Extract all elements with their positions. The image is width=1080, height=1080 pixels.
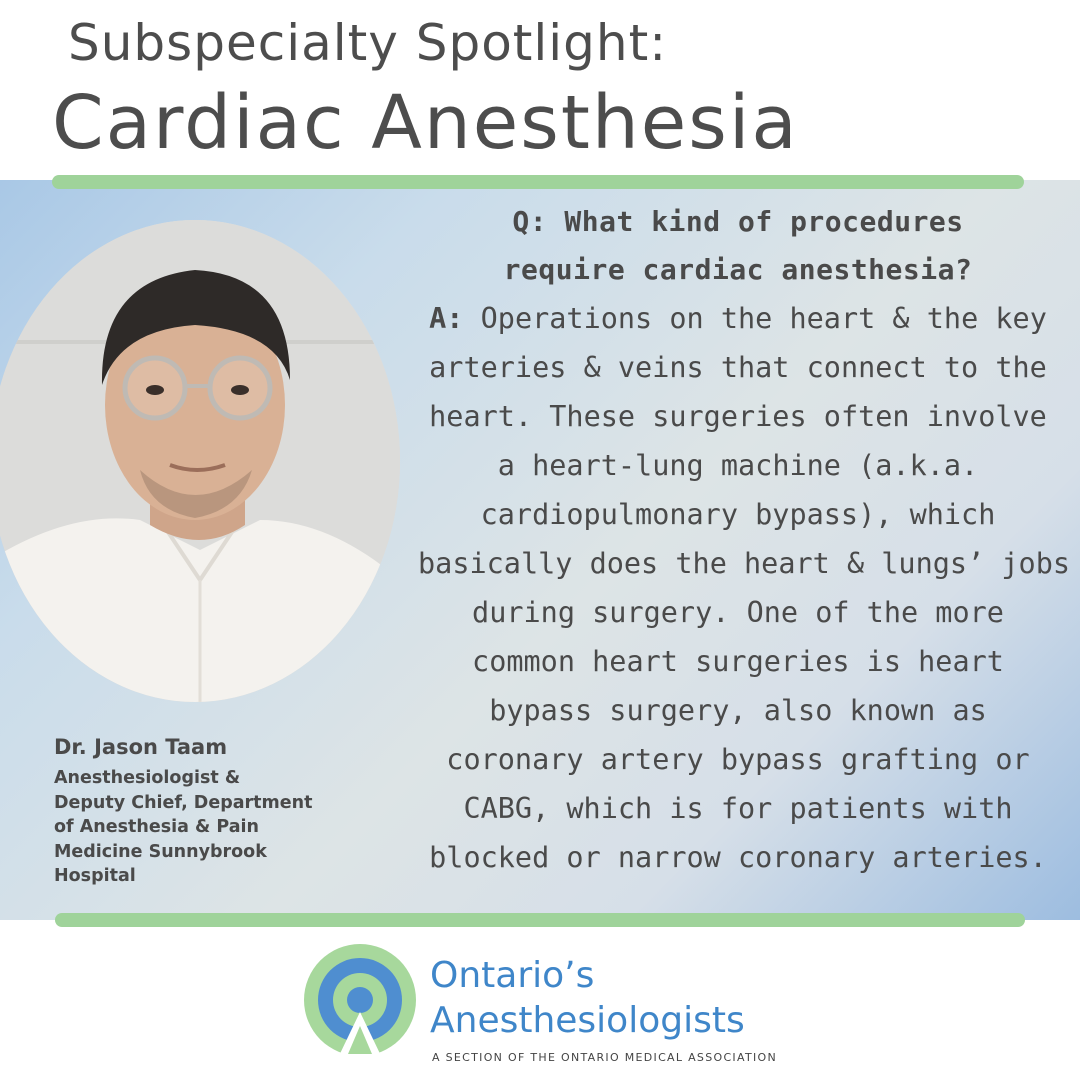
doctor-title-line: Hospital (54, 866, 136, 886)
qa-block (418, 198, 1071, 882)
answer-line: arteries & veins that connect to the (429, 351, 1047, 384)
doctor-title-line: of Anesthesia & Pain (54, 817, 260, 837)
page-title: Cardiac Anesthesia (52, 80, 799, 166)
doctor-name: Dr. Jason Taam (54, 735, 228, 759)
answer-text: Operations on the heart & the key (463, 302, 1047, 335)
answer-first-line (418, 294, 1058, 343)
answer-line: blocked or narrow coronary arteries. (429, 841, 1047, 874)
answer-line: heart. These surgeries often involve (429, 400, 1047, 433)
answer-line: coronary artery bypass grafting or (446, 743, 1030, 776)
divider-top (52, 175, 1024, 189)
answer-line: CABG, which is for patients with (463, 792, 1013, 825)
answer-line: cardiopulmonary bypass), which (480, 498, 996, 531)
doctor-title-line: Anesthesiologist & (54, 768, 241, 788)
question-line: require cardiac anesthesia? (503, 253, 973, 286)
header-subtitle: Subspecialty Spotlight: (68, 14, 668, 72)
divider-bottom (55, 913, 1025, 927)
association-logo-icon (300, 942, 420, 1064)
portrait-photo (0, 220, 400, 702)
answer-line: a heart-lung machine (a.k.a. (497, 449, 979, 482)
answer-line: during surgery. One of the more (472, 596, 1004, 629)
doctor-title (54, 766, 384, 889)
answer-line: bypass surgery, also known as (489, 694, 987, 727)
brand-name-line-2: Anesthesiologists (430, 1000, 745, 1041)
question-line: Q: What kind of procedures (512, 205, 964, 238)
answer-line: common heart surgeries is heart (472, 645, 1004, 678)
answer-line: basically does the heart & lungs’ jobs (418, 547, 1071, 580)
doctor-title-line: Medicine Sunnybrook (54, 841, 267, 862)
brand-tagline: A SECTION OF THE ONTARIO MEDICAL ASSOCIATION (432, 1051, 777, 1064)
answer-prefix: A: (429, 302, 464, 335)
brand-name-line-1: Ontario’s (430, 955, 595, 996)
doctor-title-line: Deputy Chief, Department (54, 792, 313, 813)
